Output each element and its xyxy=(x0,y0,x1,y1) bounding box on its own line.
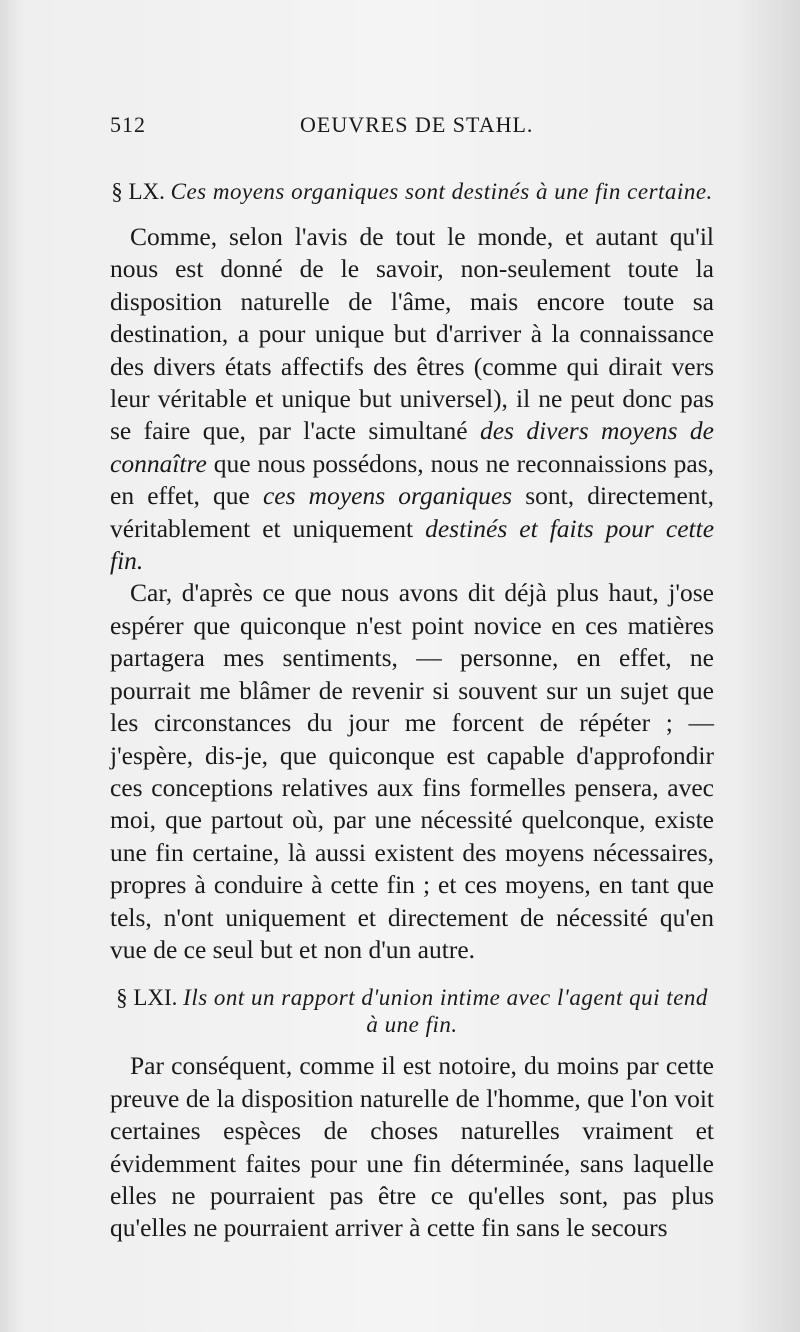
page-number: 512 xyxy=(110,112,146,137)
paragraph-2: Car, d'après ce que nous avons dit déjà plus haut, j'ose espérer que quiconque n'est point novice en ces matières partagera mes sentiments, — personne, en effet, ne pourrait me blâmer de revenir si souvent sur un sujet que les circonstances du jour me forcent de répéter ; — j'espère, dis-je, que quiconque est capable d'approfondir ces conceptions relatives aux fins formelles pensera, avec moi, que partout où, par une nécessité quelconque, existe une fin certaine, là aussi existent des moyens nécessaires, propres à conduire à cette fin ; et ces moyens, en tant que tels, n'ont uniquement et directement de nécessité qu'en vue de ce seul but et non d'un autre. xyxy=(110,578,714,964)
section-number: § LX. xyxy=(111,179,165,204)
section-title: Ils ont un rapport d'union intime avec l'agent qui tend à une fin. xyxy=(183,985,708,1038)
text-block xyxy=(110,112,714,1245)
running-head xyxy=(110,112,714,152)
paragraph-1-text-a: Comme, selon l'avis de tout le monde, et autant qu'il nous est donné de le savoir, non-seulement toute la disposition naturelle de l'âme, mais encore toute sa destination, a pour unique but d'arriver à la connaissance des divers états affectifs des êtres (comme qui dirait vers leur véritable et unique but universel), il ne peut donc pas se faire que, par l'acte simultané xyxy=(110,222,714,446)
section-heading-lx xyxy=(110,178,714,205)
paragraph-1-emphasis-b: des divers moyens de connaître xyxy=(110,416,714,478)
section-number: § LXI. xyxy=(116,985,178,1011)
running-title: OEUVRES DE STAHL. xyxy=(300,112,534,137)
section-heading-lxi xyxy=(110,984,714,1038)
paragraph-1 xyxy=(110,221,714,577)
section-title: Ces moyens organiques sont destinés à une fin certaine. xyxy=(170,179,713,204)
paragraph-1-text-e: sont, directement, véritablement et uniquement xyxy=(110,481,714,543)
paragraph-1-emphasis-f: destinés et faits pour cette fin. xyxy=(110,513,715,576)
paragraph-1-emphasis-d: ces moyens organiques xyxy=(262,481,513,511)
paragraph-3: Par conséquent, comme il est notoire, du moins par cette preuve de la disposition naturelle de l'homme, que l'on voit certaines espèces de choses naturelles vraiment et évidemment faites pour une fin déterminée, sans laquelle elles ne pourraient pas être ce qu'elles sont, pas plus qu'elles ne pourraient arriver à cette fin sans le secours xyxy=(110,1051,714,1243)
paragraph-1-text-c: que nous possédons, nous ne reconnaissions pas, en effet, que xyxy=(110,448,714,511)
